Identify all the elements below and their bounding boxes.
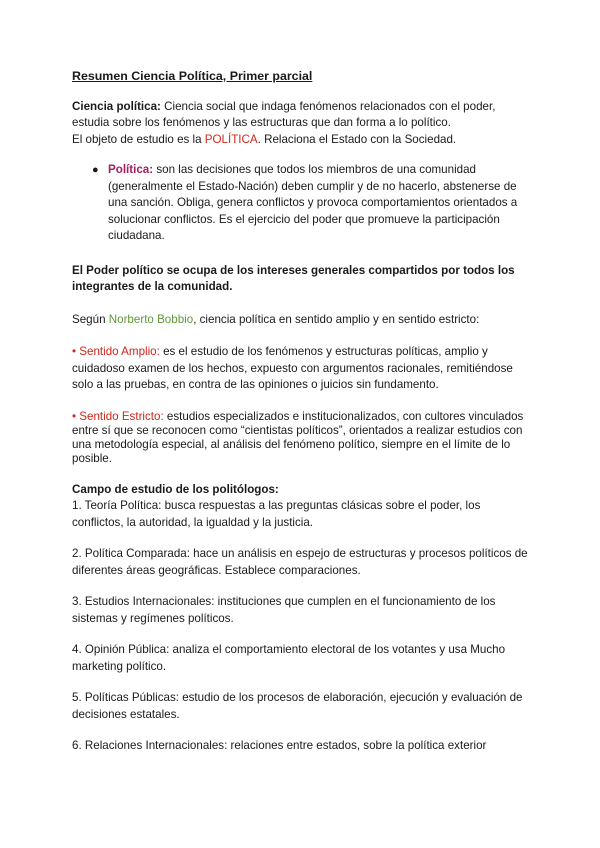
objeto-highlight: POLÍTICA [204,132,258,146]
poder-line-2: integrantes de la comunidad. [72,280,233,293]
politica-definition: son las decisiones que todos los miembros de una comunidad (generalmente el Estado-Nación) deben cumplir y de no hacerlo, abstenerse de una sanción. Obliga, genera conflictos y provoca comportamientos orientados a solucionar conflictos. Es el ejercicio del poder que promueve la participación ciudadana. [108,163,518,242]
bobbio-prefix: Según [72,312,109,326]
objeto-prefix: El objeto de estudio es la [72,132,205,146]
sentido-estricto-text: estudios especializados e institucionalizados, con cultores vinculados entre sí que se reconocen como “cientistas políticos”, orientados a realizar estudios con una metodología especial, al análisis del fenómeno político, siempre en el límite de lo posible. [72,409,524,465]
objeto-suffix: . Relaciona el Estado con la Sociedad. [257,132,457,146]
poder-line-1: El Poder político se ocupa de los intereses generales compartidos por todos los [72,263,515,277]
ciencia-definition-line-1 [72,99,532,116]
document-title: Resumen Ciencia Política, Primer parcial [72,69,313,83]
bobbio-suffix: , ciencia política en sentido amplio y en sentido estricto: [193,312,480,326]
sentido-estricto-paragraph [72,410,532,466]
bullet-dot-icon: ● [92,164,99,176]
sentido-estricto-label: • Sentido Estricto: [72,409,164,423]
ciencia-politica-section [72,99,532,149]
list-item: 3. Estudios Internacionales: instituciones que cumplen en el funcionamiento de los sistemas y regímenes políticos. [72,595,496,625]
list-item: 1. Teoría Política: busca respuestas a las preguntas clásicas sobre el poder, los conflictos, la autoridad, la igualdad y la justicia. [72,499,481,529]
document-page [72,68,532,755]
campo-heading: Campo de estudio de los politólogos: [72,482,279,496]
politica-bullet-item [92,162,523,245]
bobbio-author: Norberto Bobbio [108,312,194,326]
list-item: 2. Política Comparada: hace un análisis en espejo de estructuras y procesos políticos de diferentes áreas geográficas. Establece comparaciones. [72,547,528,577]
poder-politico-heading [72,263,532,296]
list-item: 5. Políticas Públicas: estudio de los procesos de elaboración, ejecución y evaluación de decisiones estatales. [72,691,523,721]
politica-bullet-text [108,162,523,245]
ciencia-definition-line-2: estudia sobre los fenómenos y las estructuras que dan forma a lo político. [72,116,451,129]
campo-list [72,498,532,755]
sentido-amplio-label: • Sentido Amplio: [72,345,160,358]
sentido-amplio-text: es el estudio de los fenómenos y estructuras políticas, amplio y cuidadoso examen de los hechos, expuesto con argumentos racionales, remitiéndose solo a las pruebas, en contra de las opiniones o juicios sin fundamento. [72,345,513,391]
list-item: 4. Opinión Pública: analiza el comportamiento electoral de los votantes y usa Mucho marketing político. [72,643,506,673]
sentido-amplio-paragraph [72,344,532,394]
politica-term: Política: [108,163,154,176]
objeto-line [72,132,532,149]
ciencia-term: Ciencia política: [72,99,161,113]
ciencia-definition-1: Ciencia social que indaga fenómenos relacionados con el poder, [160,99,496,113]
list-item: 6. Relaciones Internacionales: relaciones entre estados, sobre la política exterior [72,739,487,752]
bobbio-line [72,312,532,329]
